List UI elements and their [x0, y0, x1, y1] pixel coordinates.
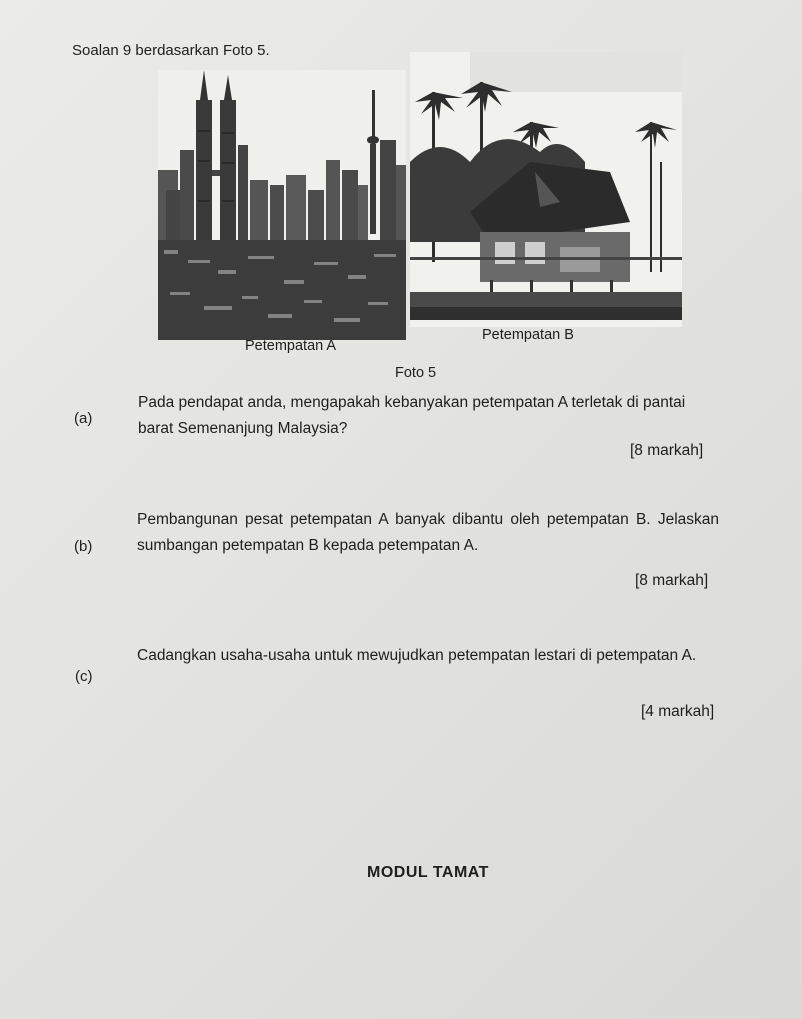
city-skyline-illustration [158, 70, 406, 340]
question-a-label: (a) [74, 410, 93, 427]
question-c-marks: [4 markah] [641, 703, 715, 720]
question-b-text: Pembangunan pesat petempatan A banyak dibantu oleh petempatan B. Jelaskan sumbangan petempatan B kepada petempatan A. [137, 511, 719, 554]
caption-settlement-b: Petempatan B [482, 327, 574, 343]
question-b-marks: [8 markah] [635, 572, 709, 589]
photo-city-skyline [158, 70, 406, 340]
question-b-label: (b) [74, 538, 93, 555]
question-c-label: (c) [75, 668, 93, 685]
question-a-text: Pada pendapat anda, mengapakah kebanyakan petempatan A terletak di pantai barat Semenanjung Malaysia? [138, 394, 686, 437]
question-intro: Soalan 9 berdasarkan Foto 5. [72, 42, 270, 59]
module-end-footer: MODUL TAMAT [367, 864, 489, 881]
village-illustration [410, 52, 682, 327]
question-a-marks: [8 markah] [630, 442, 704, 459]
photo-village-house [410, 52, 682, 327]
figure-label: Foto 5 [395, 365, 437, 381]
caption-settlement-a: Petempatan A [245, 338, 337, 354]
question-c-text: Cadangkan usaha-usaha untuk mewujudkan petempatan lestari di petempatan A. [137, 647, 697, 664]
